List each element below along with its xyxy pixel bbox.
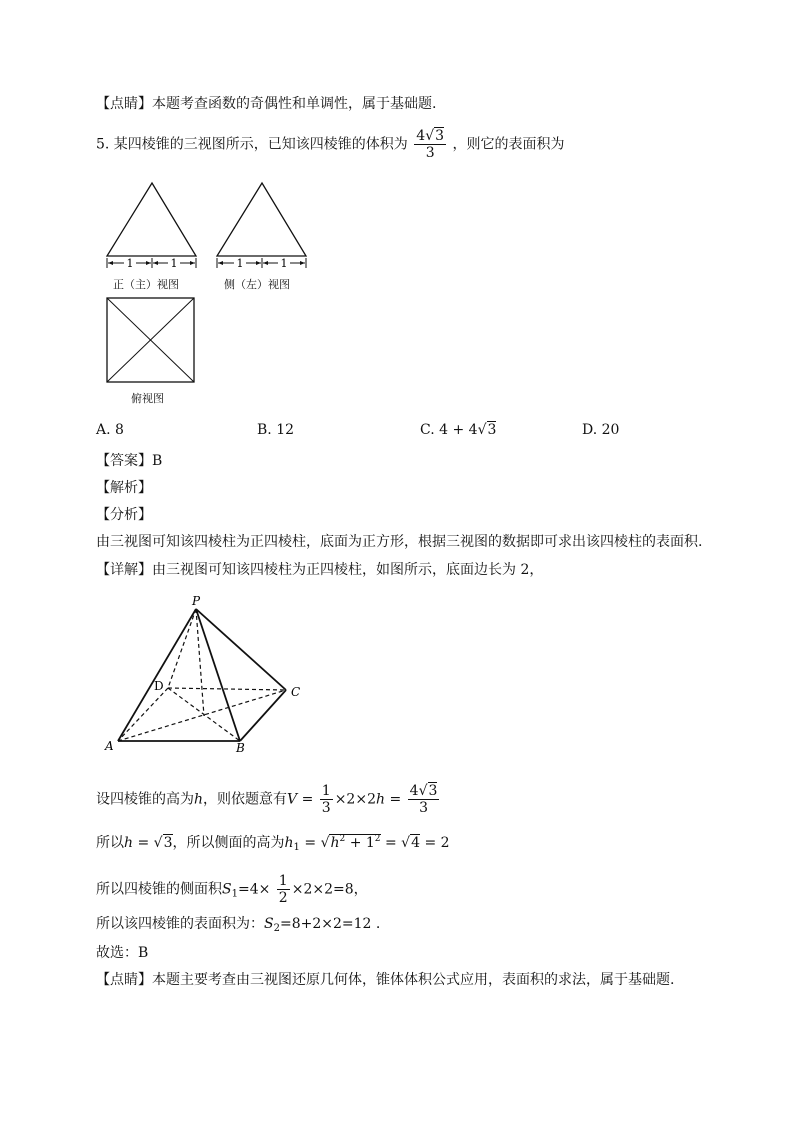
- option-b: B. 12: [257, 422, 295, 438]
- s4-end: =8+2×2=12 .: [279, 916, 381, 932]
- s1-frac2-den: 3: [419, 800, 428, 816]
- s3-prefix: 所以四棱锥的侧面积: [96, 881, 222, 898]
- s4-sub: 2: [273, 923, 280, 934]
- s2-mid: ，所以侧面的高为: [172, 835, 285, 851]
- front-dim-left: 1: [126, 257, 134, 270]
- s1-mult: ×2×2: [334, 791, 376, 808]
- s3-end: ×2×2=8，: [291, 881, 368, 898]
- answer-line: 【答案】B: [96, 453, 163, 469]
- volume-frac-den: 3: [425, 145, 435, 161]
- s2-rest-eq: =: [299, 835, 321, 851]
- s2-sqrt-inner-h: h: [330, 835, 340, 851]
- step-height-equation: [96, 783, 441, 816]
- s3-frac-num: 1: [278, 873, 288, 889]
- option-c-label: C.: [420, 422, 440, 438]
- pyramid-figure: [100, 592, 330, 757]
- choice-line: 故选：B: [96, 945, 149, 961]
- analysis-heading: 【解析】: [96, 480, 152, 496]
- s1-eq2: =: [385, 791, 406, 808]
- vertex-label-a: A: [105, 739, 114, 753]
- s3-frac-den: 2: [278, 890, 288, 906]
- step-surface-area: [96, 915, 380, 938]
- vertex-label-d: D: [154, 679, 164, 693]
- previous-note: 【点睛】本题考查函数的奇偶性和单调性，属于基础题.: [96, 96, 437, 112]
- fenxi-text: 由三视图可知该四棱柱为正四棱柱，底面为正方形，根据三视图的数据即可求出该四棱柱的表面积.: [96, 534, 703, 550]
- s2-sqrt2: 4: [411, 835, 421, 851]
- s3-eq: =4×: [237, 881, 271, 898]
- question-line: [96, 128, 564, 161]
- s1-frac1-num: 1: [321, 783, 331, 799]
- s2-end: = 2: [420, 835, 450, 851]
- s2-h: h: [124, 835, 134, 851]
- s3-frac: [277, 873, 290, 906]
- s1-frac2-sqrt: 3: [428, 783, 438, 799]
- front-view-caption: 正（主）视图: [113, 278, 179, 291]
- step-side-height: 所以h = √3，所以侧面的高为$h_1 = √h^2 + 1^2 = √4 = 2$: [96, 834, 450, 853]
- s3-s: S: [222, 881, 232, 898]
- s2-h1-sub: 1: [293, 842, 300, 853]
- top-view-caption: 俯视图: [131, 392, 164, 405]
- s2-sqrt: 3: [163, 835, 173, 851]
- question-prefix: 5. 某四棱锥的三视图所示，已知该四棱锥的体积为: [96, 136, 408, 153]
- s1-frac1: [320, 783, 333, 816]
- fenxi-heading: 【分析】: [96, 507, 152, 523]
- option-d: D. 20: [582, 422, 620, 438]
- vertex-label-c: C: [291, 685, 301, 699]
- s2-sqrt-inner-plus: + 1: [345, 835, 375, 851]
- volume-frac-num: 4: [416, 128, 426, 144]
- s2-prefix: 所以: [96, 835, 124, 851]
- vertex-label-p: P: [192, 594, 201, 608]
- final-note: 【点睛】本题主要考查由三视图还原几何体，锥体体积公式应用，表面积的求法，属于基础题.: [96, 972, 675, 988]
- top-view-figure: [104, 295, 196, 385]
- s2-eq: =: [133, 835, 154, 851]
- volume-fraction: $\frac{4√3}{3}$: [416, 128, 445, 161]
- s1-v: V =: [287, 791, 318, 808]
- s1-mid: ，则依题意有: [203, 791, 288, 808]
- s1-h: h: [194, 791, 204, 808]
- option-c: C. 4 + 4√3: [420, 422, 497, 438]
- s1-frac2-num: 4: [409, 783, 419, 799]
- detail-line: 【详解】由三视图可知该四棱柱为正四棱柱，如图所示，底面边长为 2，: [96, 562, 544, 578]
- s1-frac2: $\frac{4√3}{3}$: [409, 783, 438, 816]
- side-dim-right: 1: [280, 257, 288, 270]
- s2-h1: h: [284, 835, 294, 851]
- s1-frac1-den: 3: [321, 800, 331, 816]
- side-dim-left: 1: [236, 257, 244, 270]
- side-view-figure: [214, 180, 314, 270]
- step-lateral-area: [96, 873, 368, 906]
- volume-frac-sqrt: 3: [435, 128, 445, 144]
- front-view-figure: [104, 180, 204, 270]
- question-suffix: ，则它的表面积为: [452, 136, 565, 153]
- option-c-value: 4 + 4: [439, 422, 478, 438]
- side-view-caption: 侧（左）视图: [224, 278, 290, 291]
- s3-sub: 1: [231, 888, 238, 900]
- vertex-label-b: B: [236, 741, 245, 755]
- option-a: A. 8: [96, 422, 124, 438]
- front-dim-right: 1: [170, 257, 178, 270]
- option-c-sqrt: 3: [487, 422, 497, 438]
- s4-s: S: [264, 916, 274, 932]
- s1-h2: h: [375, 791, 386, 808]
- s4-prefix: 所以该四棱锥的表面积为：: [96, 916, 264, 932]
- s1-prefix: 设四棱锥的高为: [96, 791, 194, 808]
